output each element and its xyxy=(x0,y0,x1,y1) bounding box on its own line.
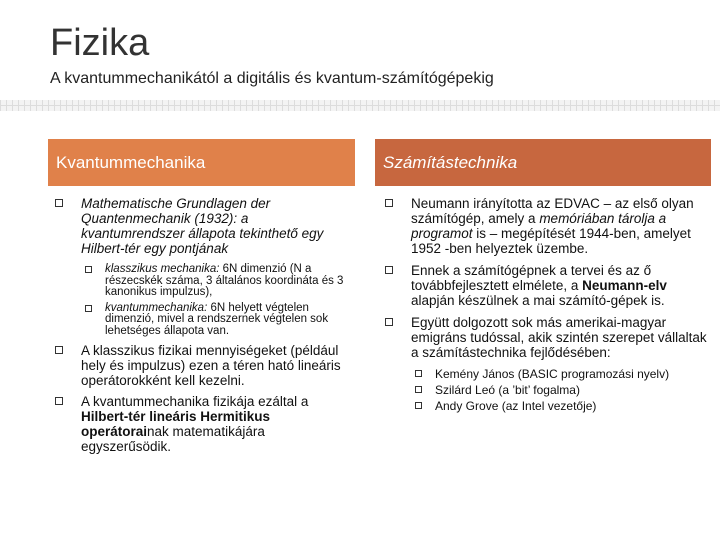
right-column xyxy=(385,196,710,419)
item-text: Neumann irányította az EDVAC – az első olyan számítógép, amely a xyxy=(411,196,694,226)
square-bullet-icon xyxy=(385,318,393,326)
square-bullet-icon xyxy=(385,266,393,274)
item-text-bold: Neumann-elv xyxy=(582,278,667,293)
square-bullet-icon xyxy=(415,402,422,409)
list-item xyxy=(55,196,355,337)
divider-rule xyxy=(0,100,720,111)
item-text: A kvantummechanika fizikája ezáltal a xyxy=(81,394,309,409)
sub-list-item xyxy=(81,303,355,338)
item-text-bold: Hilbert-tér lineáris Hermitikus operátorai xyxy=(81,409,271,439)
sub-item-label: klasszikus mechanika: xyxy=(105,263,220,275)
sub-list-item xyxy=(81,264,355,299)
item-text: is – megépítését 1944-ben, amelyet 1952 -ben helyeztek üzembe. xyxy=(411,226,691,256)
sub-list-item xyxy=(411,400,710,412)
square-bullet-icon xyxy=(85,305,92,312)
item-text: nak matematikájára egyszerűsödik. xyxy=(81,424,265,454)
sub-item-text: 6N dimenzió (N a részecskék száma, 3 általános koordináta és 3 kanonikus impulzus), xyxy=(105,263,344,298)
slide-title: Fizika xyxy=(50,22,150,64)
item-text-italic: memóriában tárolja a programot xyxy=(411,211,667,241)
sub-item-text: 6N helyett végtelen dimenzió, mivel a rendszernek végtelen sok lehetséges állapota van. xyxy=(105,301,329,337)
square-bullet-icon xyxy=(55,199,63,207)
sub-item-text: Andy Grove (az Intel vezetője) xyxy=(435,399,597,413)
item-text: Ennek a számítógépnek a tervei és az ő továbbfejlesztett elmélete, a xyxy=(411,263,652,293)
left-column xyxy=(55,196,355,460)
square-bullet-icon xyxy=(385,199,393,207)
item-text: alapján készülnek a mai számító-gépek is. xyxy=(411,293,665,308)
list-item xyxy=(385,196,710,256)
item-text: A klasszikus fizikai mennyiségeket (például hely és impulzus) ezen a téren ható lineáris operátorokként kell kezelni. xyxy=(81,343,341,388)
square-bullet-icon xyxy=(85,266,92,273)
square-bullet-icon xyxy=(415,370,422,377)
item-text: Együtt dolgozott sok más amerikai-magyar emigráns tudóssal, akik szintén szerepet vállaltak a számítástechnika fejlődésében: xyxy=(411,315,707,360)
item-text: Mathematische Grundlagen der Quantenmechanik (1932): a kvantumrendszer állapota tekinthető egy Hilbert-tér egy pontjának xyxy=(81,196,324,256)
sub-list-item xyxy=(411,384,710,396)
square-bullet-icon xyxy=(415,386,422,393)
list-item xyxy=(55,394,355,454)
sub-item-text: Kemény János (BASIC programozási nyelv) xyxy=(435,367,670,381)
square-bullet-icon xyxy=(55,397,63,405)
sub-list-item xyxy=(411,368,710,380)
list-item xyxy=(385,315,710,412)
list-item xyxy=(55,343,355,388)
sub-item-label: kvantummechanika: xyxy=(105,301,208,314)
header-kvantummechanika: Kvantummechanika xyxy=(48,139,355,186)
slide-subtitle: A kvantummechanikától a digitális és kvantum-számítógépekig xyxy=(50,70,494,87)
sub-item-text: Szilárd Leó (a ’bit’ fogalma) xyxy=(435,383,580,397)
header-szamitastechnika: Számítástechnika xyxy=(375,139,711,186)
list-item xyxy=(385,263,710,308)
square-bullet-icon xyxy=(55,346,63,354)
